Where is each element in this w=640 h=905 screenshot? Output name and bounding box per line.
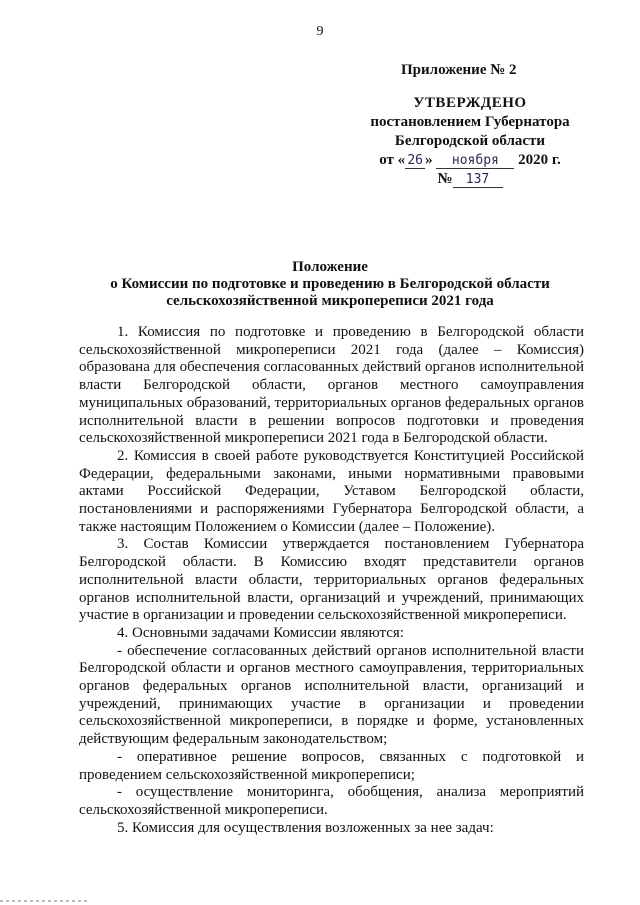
page-number: 9 [316, 24, 324, 39]
paragraph-5: 5. Комиссия для осуществления возложенных за нее задач: [117, 819, 494, 836]
task-item-1: - обеспечение согласованных действий органов исполнительной власти Белгородской области и органов местного самоуправления, территориальных органов федеральных органов исполнительной власти, организаций и учреждений, принимающих участие в организации и проведении сельскохозяйственной микропереписи, в порядке и форме, установленных действующим федеральным законодательством; [79, 642, 584, 748]
heading-line-3: сельскохозяйственной микропереписи 2021 года [166, 293, 494, 309]
approval-date [330, 151, 610, 170]
date-mid: » [425, 152, 433, 168]
approval-line-1: постановлением Губернатора [370, 114, 570, 130]
heading-line-2: о Комиссии по подготовке и проведению в Белгородской области [110, 276, 550, 292]
paragraph-3: 3. Состав Комиссии утверждается постановлением Губернатора Белгородской области. В Комиссию входят представители органов исполнительной власти области, территориальных органов федеральных органов исполнительной власти, организаций и учреждений, принимающих участие в организации и проведении сельскохозяйственной микропереписи. [79, 536, 584, 624]
document-number: 137 [453, 173, 503, 188]
approval-block [330, 94, 610, 189]
date-month: ноября [436, 154, 514, 169]
approval-title: УТВЕРЖДЕНО [413, 95, 527, 111]
scan-artifact [0, 900, 90, 902]
paragraph-2: 2. Комиссия в своей работе руководствуется Конституцией Российской Федерации, федеральными законами, иными нормативными правовыми актами Российской Федерации, Уставом Белгородской области, постановлениями и распоряжениями Губернатора Белгородской области, а также настоящим Положением о Комиссии (далее – Положение). [79, 447, 584, 535]
task-item-3: - осуществление мониторинга, обобщения, анализа мероприятий сельскохозяйственной микропереписи. [79, 784, 584, 818]
date-day: 26 [405, 154, 425, 169]
approval-line-2: Белгородской области [394, 133, 546, 149]
date-prefix: от « [379, 152, 406, 168]
document-body [79, 324, 584, 837]
number-prefix: № [437, 171, 453, 187]
appendix-label: Приложение № 2 [401, 62, 517, 78]
approval-number [330, 170, 610, 189]
document-heading [80, 259, 580, 310]
heading-line-1: Положение [292, 259, 368, 275]
paragraph-1: 1. Комиссия по подготовке и проведению в Белгородской области сельскохозяйственной микропереписи 2021 года (далее – Комиссия) образована для обеспечения согласованных действий органов исполнительной власти Белгородской области, органов местного самоуправления муниципальных образований, территориальных органов федеральных органов исполнительной власти в решении вопросов подготовки и проведения сельскохозяйственной микропереписи 2021 года в Белгородской области. [79, 324, 584, 447]
paragraph-4: 4. Основными задачами Комиссии являются: [117, 624, 404, 641]
task-item-2: - оперативное решение вопросов, связанных с подготовкой и проведением сельскохозяйственной микропереписи; [79, 748, 584, 783]
date-year: 2020 г. [518, 152, 561, 168]
